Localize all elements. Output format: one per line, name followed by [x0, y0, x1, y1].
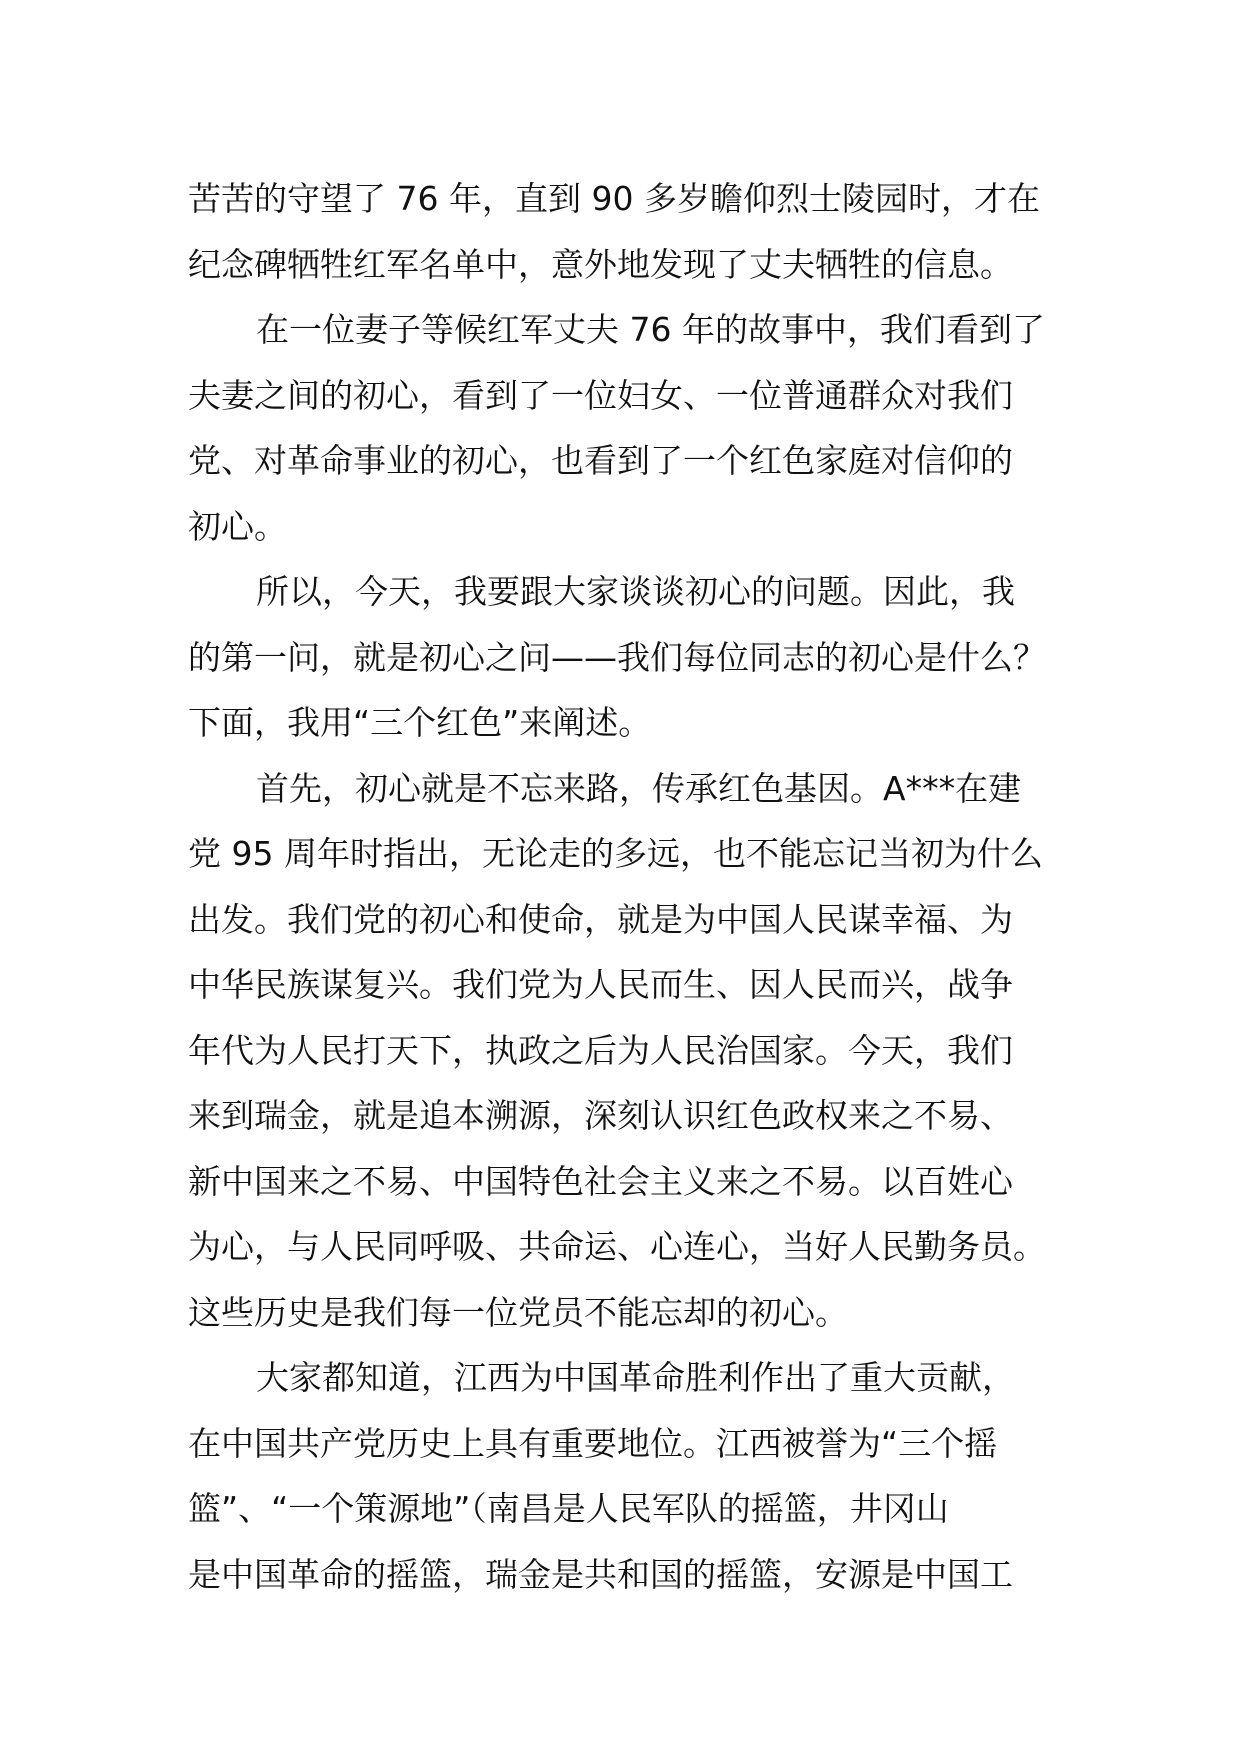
text-line: 年代为人民打天下，执政之后为人民治国家。今天，我们 [188, 1030, 1013, 1070]
paragraph-start-line: 首先，初心就是不忘来路，传承红色基因。A***在建 [256, 768, 1022, 808]
paragraph-start-line: 所以，今天，我要跟大家谈谈初心的问题。因此，我 [256, 572, 1015, 611]
text-line: 初心。 [188, 506, 287, 546]
text-line: 来到瑞金，就是追本溯源，深刻认识红色政权来之不易、 [188, 1096, 1013, 1135]
text-line: 是中国革命的摇篮，瑞金是共和国的摇篮，安源是中国工 [188, 1554, 1013, 1594]
text-line: 党、对革命事业的初心，也看到了一个红色家庭对信仰的 [188, 441, 1013, 480]
paragraph-start-line: 大家都知道，江西为中国革命胜利作出了重大贡献， [256, 1358, 1015, 1397]
text-line: 在中国共产党历史上具有重要地位。江西被誉为“三个摇 [188, 1423, 998, 1463]
text-line: 中华民族谋复兴。我们党为人民而生、因人民而兴，战争 [188, 965, 1013, 1004]
text-line: 这些历史是我们每一位党员不能忘却的初心。 [188, 1292, 848, 1332]
text-line: 的第一问，就是初心之问——我们每位同志的初心是什么？ [188, 637, 1046, 677]
text-line: 新中国来之不易、中国特色社会主义来之不易。以百姓心 [188, 1161, 1013, 1201]
text-line: 出发。我们党的初心和使命，就是为中国人民谋幸福、为 [188, 899, 1013, 939]
text-line: 夫妻之间的初心，看到了一位妇女、一位普通群众对我们 [188, 375, 1013, 415]
text-line: 纪念碑牺牲红军名单中，意外地发现了丈夫牺牲的信息。 [188, 244, 1013, 284]
text-line: 为心，与人民同呼吸、共命运、心连心，当好人民勤务员。 [188, 1227, 1046, 1266]
paragraph-start-line: 在一位妻子等候红军丈夫 76 年的故事中，我们看到了 [256, 310, 1045, 349]
text-line: 苦苦的守望了 76 年，直到 90 多岁瞻仰烈士陵园时，才在 [188, 179, 1040, 218]
body-text [188, 166, 1068, 1607]
text-line: 篮”、“一个策源地”（南昌是人民军队的摇篮，井冈山 [188, 1489, 949, 1528]
text-line: 党 95 周年时指出，无论走的多远，也不能忘记当初为什么 [188, 834, 1043, 873]
text-line: 下面，我用“三个红色”来阐述。 [188, 703, 652, 742]
